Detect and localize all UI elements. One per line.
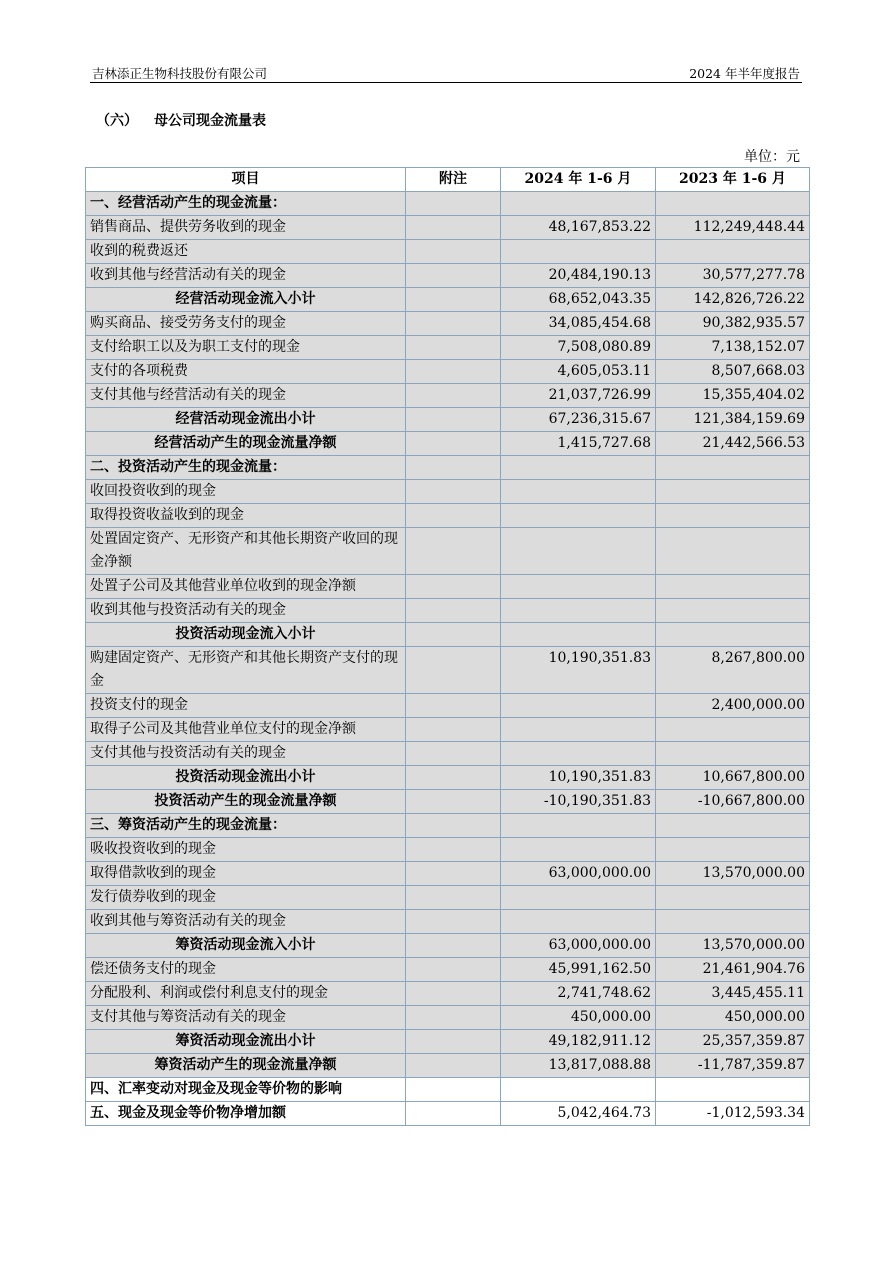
row-value-previous: 8,267,800.00 <box>656 647 810 694</box>
row-note <box>406 1102 501 1126</box>
row-note <box>406 504 501 528</box>
row-value-current <box>501 480 656 504</box>
table-header-row <box>86 168 810 192</box>
row-value-previous: 450,000.00 <box>656 1006 810 1030</box>
row-value-current: 45,991,162.50 <box>501 958 656 982</box>
table-row <box>86 360 810 384</box>
row-value-previous: 90,382,935.57 <box>656 312 810 336</box>
unit-label: 单位：元 <box>744 149 800 165</box>
table-row <box>86 958 810 982</box>
cash-flow-table <box>85 167 810 1126</box>
column-header-note: 附注 <box>406 168 501 192</box>
table-row <box>86 504 810 528</box>
row-note <box>406 599 501 623</box>
row-value-current: 10,190,351.83 <box>501 766 656 790</box>
row-value-previous: 121,384,159.69 <box>656 408 810 432</box>
table-row <box>86 288 810 312</box>
row-label: 销售商品、提供劳务收到的现金 <box>86 216 406 240</box>
table-row <box>86 862 810 886</box>
row-note <box>406 982 501 1006</box>
row-label: 处置子公司及其他营业单位收到的现金净额 <box>86 575 406 599</box>
row-note <box>406 264 501 288</box>
row-label: 收到其他与筹资活动有关的现金 <box>86 910 406 934</box>
row-label: 投资支付的现金 <box>86 694 406 718</box>
row-label: 四、汇率变动对现金及现金等价物的影响 <box>86 1078 406 1102</box>
row-note <box>406 240 501 264</box>
table-row <box>86 336 810 360</box>
table-row <box>86 838 810 862</box>
row-value-previous <box>656 240 810 264</box>
row-label: 经营活动现金流出小计 <box>86 408 406 432</box>
row-note <box>406 862 501 886</box>
row-value-current <box>501 240 656 264</box>
row-note <box>406 886 501 910</box>
row-value-previous <box>656 838 810 862</box>
row-note <box>406 910 501 934</box>
table-row <box>86 575 810 599</box>
report-title: 2024 年半年度报告 <box>689 66 800 81</box>
row-value-previous <box>656 480 810 504</box>
row-note <box>406 1006 501 1030</box>
row-value-previous <box>656 623 810 647</box>
column-header-previous: 2023 年 1-6 月 <box>656 168 810 192</box>
row-value-current: 7,508,080.89 <box>501 336 656 360</box>
row-value-previous: -10,667,800.00 <box>656 790 810 814</box>
row-label: 三、筹资活动产生的现金流量： <box>86 814 406 838</box>
row-value-current: 49,182,911.12 <box>501 1030 656 1054</box>
row-value-current: 67,236,315.67 <box>501 408 656 432</box>
table-row <box>86 694 810 718</box>
row-value-previous <box>656 456 810 480</box>
row-value-previous <box>656 718 810 742</box>
row-value-previous: 7,138,152.07 <box>656 336 810 360</box>
row-value-previous <box>656 192 810 216</box>
row-label: 取得投资收益收到的现金 <box>86 504 406 528</box>
row-value-current: -10,190,351.83 <box>501 790 656 814</box>
row-label: 支付的各项税费 <box>86 360 406 384</box>
row-label: 收到的税费返还 <box>86 240 406 264</box>
row-value-current: 63,000,000.00 <box>501 934 656 958</box>
row-label: 处置固定资产、无形资产和其他长期资产收回的现金净额 <box>86 528 406 575</box>
row-label: 投资活动产生的现金流量净额 <box>86 790 406 814</box>
row-label: 支付其他与经营活动有关的现金 <box>86 384 406 408</box>
row-value-previous: 15,355,404.02 <box>656 384 810 408</box>
row-value-current <box>501 694 656 718</box>
row-value-previous: 30,577,277.78 <box>656 264 810 288</box>
section-number: （六） <box>96 113 138 129</box>
row-note <box>406 192 501 216</box>
row-value-current: 63,000,000.00 <box>501 862 656 886</box>
company-name: 吉林添正生物科技股份有限公司 <box>92 66 268 81</box>
row-label: 一、经营活动产生的现金流量： <box>86 192 406 216</box>
table-body <box>86 192 810 1126</box>
row-note <box>406 814 501 838</box>
row-value-current <box>501 623 656 647</box>
row-label: 购建固定资产、无形资产和其他长期资产支付的现金 <box>86 647 406 694</box>
row-note <box>406 528 501 575</box>
row-value-previous <box>656 599 810 623</box>
row-label: 取得子公司及其他营业单位支付的现金净额 <box>86 718 406 742</box>
table-row <box>86 1006 810 1030</box>
row-label: 购买商品、接受劳务支付的现金 <box>86 312 406 336</box>
table-row <box>86 647 810 694</box>
row-label: 收到其他与经营活动有关的现金 <box>86 264 406 288</box>
table-row <box>86 216 810 240</box>
row-value-previous: 13,570,000.00 <box>656 934 810 958</box>
table-row <box>86 790 810 814</box>
row-value-previous: 2,400,000.00 <box>656 694 810 718</box>
table-row <box>86 528 810 575</box>
row-note <box>406 1078 501 1102</box>
row-note <box>406 216 501 240</box>
row-value-current <box>501 814 656 838</box>
row-note <box>406 288 501 312</box>
table-row <box>86 886 810 910</box>
table-row <box>86 1054 810 1078</box>
table-row <box>86 623 810 647</box>
table-row <box>86 312 810 336</box>
row-label: 吸收投资收到的现金 <box>86 838 406 862</box>
table-row <box>86 408 810 432</box>
row-value-current: 20,484,190.13 <box>501 264 656 288</box>
row-value-current <box>501 599 656 623</box>
row-value-current: 1,415,727.68 <box>501 432 656 456</box>
row-note <box>406 384 501 408</box>
row-value-previous <box>656 504 810 528</box>
row-note <box>406 336 501 360</box>
row-value-previous <box>656 814 810 838</box>
row-value-previous: 21,442,566.53 <box>656 432 810 456</box>
row-label: 发行债券收到的现金 <box>86 886 406 910</box>
row-value-previous: 10,667,800.00 <box>656 766 810 790</box>
row-value-current <box>501 192 656 216</box>
row-value-previous <box>656 575 810 599</box>
table-row <box>86 1030 810 1054</box>
row-value-previous: 21,461,904.76 <box>656 958 810 982</box>
row-note <box>406 432 501 456</box>
row-label: 支付给职工以及为职工支付的现金 <box>86 336 406 360</box>
row-value-previous: 142,826,726.22 <box>656 288 810 312</box>
row-value-current: 34,085,454.68 <box>501 312 656 336</box>
row-value-current <box>501 575 656 599</box>
row-label: 筹资活动产生的现金流量净额 <box>86 1054 406 1078</box>
row-value-current: 48,167,853.22 <box>501 216 656 240</box>
table-row <box>86 742 810 766</box>
row-label: 二、投资活动产生的现金流量： <box>86 456 406 480</box>
row-value-previous: 25,357,359.87 <box>656 1030 810 1054</box>
row-value-previous: 13,570,000.00 <box>656 862 810 886</box>
table-row <box>86 982 810 1006</box>
row-value-current: 13,817,088.88 <box>501 1054 656 1078</box>
row-note <box>406 480 501 504</box>
row-value-current <box>501 838 656 862</box>
row-value-current: 4,605,053.11 <box>501 360 656 384</box>
row-note <box>406 790 501 814</box>
table-row <box>86 384 810 408</box>
table-row <box>86 1078 810 1102</box>
row-note <box>406 1030 501 1054</box>
row-value-previous <box>656 742 810 766</box>
column-header-item: 项目 <box>86 168 406 192</box>
table-row <box>86 1102 810 1126</box>
row-value-current <box>501 886 656 910</box>
table-row <box>86 192 810 216</box>
row-value-current <box>501 528 656 575</box>
row-value-previous: -11,787,359.87 <box>656 1054 810 1078</box>
row-value-previous: 8,507,668.03 <box>656 360 810 384</box>
row-label: 支付其他与筹资活动有关的现金 <box>86 1006 406 1030</box>
page-header <box>90 62 802 83</box>
row-note <box>406 647 501 694</box>
row-label: 投资活动现金流入小计 <box>86 623 406 647</box>
row-label: 经营活动现金流入小计 <box>86 288 406 312</box>
row-note <box>406 623 501 647</box>
row-value-previous: 3,445,455.11 <box>656 982 810 1006</box>
table-row <box>86 240 810 264</box>
row-note <box>406 694 501 718</box>
table-row <box>86 599 810 623</box>
row-label: 收回投资收到的现金 <box>86 480 406 504</box>
row-value-previous: 112,249,448.44 <box>656 216 810 240</box>
table-row <box>86 480 810 504</box>
row-label: 支付其他与投资活动有关的现金 <box>86 742 406 766</box>
row-label: 筹资活动现金流入小计 <box>86 934 406 958</box>
row-value-previous <box>656 886 810 910</box>
column-header-current: 2024 年 1-6 月 <box>501 168 656 192</box>
row-value-current <box>501 910 656 934</box>
row-note <box>406 408 501 432</box>
row-value-current: 10,190,351.83 <box>501 647 656 694</box>
row-note <box>406 934 501 958</box>
table-row <box>86 456 810 480</box>
row-value-current: 21,037,726.99 <box>501 384 656 408</box>
section-title-text: 母公司现金流量表 <box>154 113 266 129</box>
row-label: 筹资活动现金流出小计 <box>86 1030 406 1054</box>
row-note <box>406 456 501 480</box>
row-note <box>406 360 501 384</box>
table-row <box>86 432 810 456</box>
row-note <box>406 838 501 862</box>
row-label: 经营活动产生的现金流量净额 <box>86 432 406 456</box>
row-value-current <box>501 742 656 766</box>
row-value-previous <box>656 910 810 934</box>
row-value-previous <box>656 1078 810 1102</box>
table-row <box>86 814 810 838</box>
row-value-current: 450,000.00 <box>501 1006 656 1030</box>
row-value-current <box>501 718 656 742</box>
table-row <box>86 910 810 934</box>
row-label: 取得借款收到的现金 <box>86 862 406 886</box>
row-value-current: 68,652,043.35 <box>501 288 656 312</box>
row-value-current: 5,042,464.73 <box>501 1102 656 1126</box>
row-value-current <box>501 504 656 528</box>
row-note <box>406 766 501 790</box>
row-value-current <box>501 456 656 480</box>
row-label: 分配股利、利润或偿付利息支付的现金 <box>86 982 406 1006</box>
table-row <box>86 718 810 742</box>
row-note <box>406 312 501 336</box>
row-value-previous <box>656 528 810 575</box>
section-title <box>96 110 266 130</box>
row-note <box>406 1054 501 1078</box>
row-value-current: 2,741,748.62 <box>501 982 656 1006</box>
table-row <box>86 264 810 288</box>
row-label: 五、现金及现金等价物净增加额 <box>86 1102 406 1126</box>
row-note <box>406 575 501 599</box>
row-note <box>406 718 501 742</box>
row-label: 偿还债务支付的现金 <box>86 958 406 982</box>
row-note <box>406 742 501 766</box>
row-value-current <box>501 1078 656 1102</box>
table-row <box>86 766 810 790</box>
row-note <box>406 958 501 982</box>
row-value-previous: -1,012,593.34 <box>656 1102 810 1126</box>
table-row <box>86 934 810 958</box>
row-label: 收到其他与投资活动有关的现金 <box>86 599 406 623</box>
row-label: 投资活动现金流出小计 <box>86 766 406 790</box>
